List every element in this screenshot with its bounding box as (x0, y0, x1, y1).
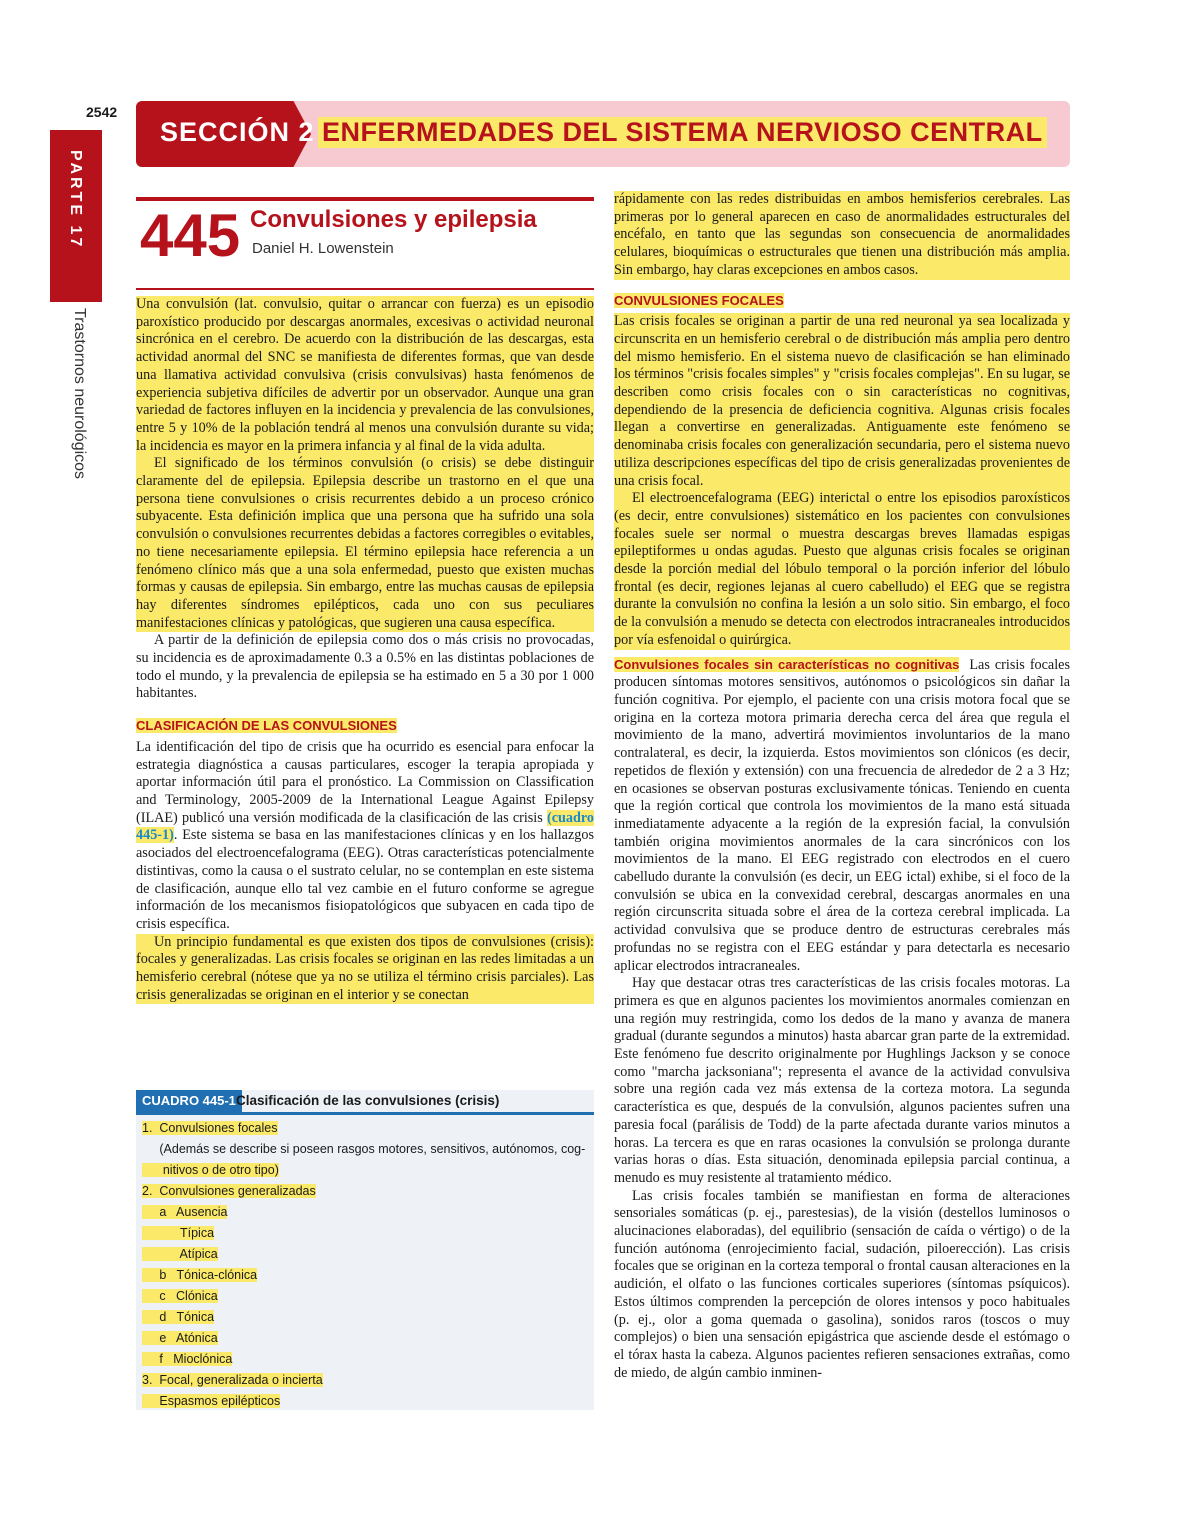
part-title: Trastornos neurológicos (71, 308, 88, 480)
list-item: 3. Focal, generalizada o incierta (142, 1373, 323, 1387)
paragraph: Hay que destacar otras tres características de las crisis focales motoras. La primera es que en algunos pacientes los movimientos anormales comienzan en una región muy restringida, como los dedos de la mano y avanza de manera gradual (durante segundos a minutos) hasta abarcar gran parte de la extremidad. Este fenómeno fue descrito originalmente por Hughlings Jackson y se conoce como "marcha jacksoniana"; representa el avance de la actividad convulsiva sobre una región cada vez más extensa de la corteza motora. La segunda característica es que, después de la convulsión, algunos pacientes sufren una paresia focal (parálisis de Todd) de la parte afectada durante varios minutos a horas. La tercera es que en raras ocasiones la convulsión se prolonga durante varias horas o días. Esta situación, denominada epilepsia parcial continua, a menudo es muy resistente al tratamiento médico. (614, 975, 1070, 1186)
chapter-author: Daniel H. Lowenstein (252, 240, 394, 257)
paragraph: rápidamente con las redes distribuidas en ambos hemisferios cerebrales. Las primeras por lo general aparecen en caso de anormalidades estructurales del encéfalo, en tanto que las segundas son consecuencia de anormalidades celulares, bioquímicas o estructurales que tienen una distribución más amplia. Sin embargo, hay claras excepciones en ambos casos. (614, 191, 1070, 278)
list-item: f Mioclónica (142, 1352, 233, 1366)
section-heading: CONVULSIONES FOCALES (614, 292, 784, 308)
part-tab-label: PARTE 17 (67, 150, 84, 250)
list-item: b Tónica-clónica (142, 1268, 258, 1282)
list-item: d Tónica (142, 1310, 215, 1324)
paragraph: Un principio fundamental es que existen dos tipos de convulsiones (crisis): focales y generalizadas. Las crisis focales se originan en las redes limitadas a un hemisferio cerebral (nótese que ya no se utiliza el término crisis parciales). Las crisis generalizadas se originan en el interior y se conectan (136, 933, 594, 1003)
list-item: 1. Convulsiones focales (142, 1121, 278, 1135)
list-item: Típica (142, 1226, 215, 1240)
table-box-label: CUADRO 445-1 (136, 1090, 242, 1112)
list-item: (Además se describe si poseen rasgos motores, sensitivos, autónomos, cog- (142, 1142, 586, 1156)
list-item: e Atónica (142, 1331, 218, 1345)
list-item: a Ausencia (142, 1205, 228, 1219)
subsection-heading: Convulsiones focales sin características no cognitivas (614, 656, 960, 672)
table-box-title: Clasificación de las convulsiones (crisis) (236, 1093, 500, 1108)
paragraph (614, 656, 1070, 976)
paragraph: A partir de la definición de epilepsia como dos o más crisis no provocadas, su incidencia es de aproximadamente 0.3 a 0.5% en las distintas poblaciones de todo el mundo, y la prevalencia de epilepsia se ha estimado en 5 a 30 por 1 000 habitantes. (136, 632, 594, 702)
list-item: 2. Convulsiones generalizadas (142, 1184, 316, 1198)
classification-list (142, 1118, 588, 1412)
table-reference-link[interactable]: (cuadro 445-1) (136, 809, 594, 844)
list-item: c Clónica (142, 1289, 218, 1303)
section-label: SECCIÓN 2 (160, 117, 315, 147)
list-item: Espasmos epilépticos (142, 1394, 281, 1408)
paragraph-text: La identificación del tipo de crisis que ha ocurrido es esencial para enfocar la estrategia diagnóstica a causas particulares, escoger la terapia apropiada y aportar información útil para el pronóstico. La Commission on Classification and Terminology, 2005-2009 de la International League Against Epilepsy (ILAE) publicó una versión modificada de la clasificación de las crisis (136, 738, 594, 826)
paragraph: El electroencefalograma (EEG) interictal o entre los episodios paroxísticos (es decir, entre convulsiones) sistemático en los pacientes con convulsiones focales suele ser normal o muestra descargas breves llamadas espigas epileptiformes u ondas agudas. Puesto que algunas crisis focales se originan desde la porción medial del lóbulo temporal o la porción inferior del lóbulo frontal (es decir, regiones lejanas al cuero cabelludo) el EEG que se registra durante la convulsión no confina la lesión a un solo sitio. Sin embargo, el foco de la convulsión a menudo se detecta con electrodos intracraneales introducidos por vía esfenoidal o quirúrgica. (614, 490, 1070, 648)
list-item: nitivos o de otro tipo) (142, 1163, 279, 1177)
chapter-number: 445 (140, 202, 241, 269)
paragraph: Las crisis focales se originan a partir de una red neuronal ya sea localizada y circunscrita en un hemisferio cerebral o de distribución más amplia pero dentro del mismo hemisferio. En el sistema nuevo de clasificación se han eliminado los términos "crisis focales simples" y "crisis focales complejas". En su lugar, se describen como crisis focales con o sin características no cognitivas, dependiendo de la presencia de deficiencia cognitiva. Algunas crisis focales llegan a convertirse en generalizadas. Antiguamente este fenómeno se denominaba crisis focales con generalización secundaria, pero el sistema nuevo utiliza descripciones específicas del tipo de crisis generalizadas provenientes de una crisis focal. (614, 313, 1071, 489)
page-number: 2542 (86, 104, 118, 120)
left-column (136, 296, 594, 1004)
paragraph: Una convulsión (lat. convulsio, quitar o arrancar con fuerza) es un episodio paroxístico producido por descargas anormales, excesivas o actividad neuronal sincrónica en el cerebro. De acuerdo con la distribución de las descargas, esta actividad anormal del SNC se manifiesta de diferentes formas, que van desde una llamativa actividad convulsiva (crisis convulsivas) hasta fenómenos de experiencia subjetiva difíciles de advertir por un observador. Aunque una gran variedad de factores influyen en la incidencia y prevalencia de las convulsiones, entre 5 y 10% de la población tendrá al menos una convulsión durante su vida; la incidencia es mayor en la primera infancia y al final de la vida adulta. (136, 296, 594, 454)
paragraph: El significado de los términos convulsión (o crisis) se debe distinguir claramente del de epilepsia. Epilepsia describe un trastorno en el que una persona tiene convulsiones o crisis recurrentes debido a un proceso crónico subyacente. Esta definición implica que una persona que ha sufrido una sola convulsión o convulsiones recurrentes debidas a factores corregibles o evitables, no tiene necesariamente epilepsia. El término epilepsia hace referencia a un fenómeno clínico más que a una sola enfermedad, puesto que existen muchas formas y causas de epilepsia. Sin embargo, entre las muchas causas de epilepsia hay diferentes síndromes epilépticos, cada uno con sus peculiares manifestaciones clínicas y patológicas, que sugieren una causa específica. (136, 455, 594, 631)
paragraph-text: Las crisis focales producen síntomas motores sensitivos, autónomos o psicológicos sin dañar la función cognitiva. Por ejemplo, el paciente con una crisis motora focal que se origina en la corteza motora primaria derecha cerca del área que regula el movimiento de la mano, advertirá movimientos involuntarios de la mano contralateral, es decir, la izquierda. Estos movimientos son clónicos (es decir, repetidos de flexión y extensión) con una frecuencia de alrededor de 2 a 3 Hz; en ocasiones se observan posturas exclusivamente tónicas. Teniendo en cuenta que la región cortical que controla los movimientos de la mano está situada inmediatamente adyacente a la región de la expresión facial, la convulsión también origina movimientos anormales de la cara sincrónicos con los movimientos de la mano. El EEG registrado con electrodos en el cuero cabelludo durante la convulsión (es decir, un EEG ictal) exhibe, si el foco de la convulsión se ubica en la convexidad cerebral, descargas anormales en una región circunscrita situada sobre el área de la corteza cerebral implicada. La actividad convulsiva que se produce dentro de estructuras cerebrales más profundas no se registra con el EEG estándar y para detectarla es necesario aplicar electrodos intracraneales. (614, 656, 1070, 974)
chapter-rule-bottom (136, 288, 594, 290)
section-heading: CLASIFICACIÓN DE LAS CONVULSIONES (136, 718, 397, 734)
section-title: ENFERMEDADES DEL SISTEMA NERVIOSO CENTRAL (318, 117, 1047, 148)
right-column (614, 191, 1070, 1382)
chapter-title: Convulsiones y epilepsia (250, 206, 537, 233)
paragraph-text: . Este sistema se basa en las manifestaciones clínicas y en los hallazgos asociados del electroencefalograma (EEG). Otras características potencialmente distintivas, como la causa o el sustrato celular, no se contemplan en este sistema de clasificación, aunque ello tal vez cambie en el futuro conforme se agregue información de los mecanismos fisiopatológicos que subyacen en cada tipo de crisis específica. (136, 827, 594, 932)
paragraph: Las crisis focales también se manifiestan en forma de alteraciones sensoriales somáticas (p. ej., parestesias), de la visión (destellos luminosos o alucinaciones elaboradas), del equilibrio (sensación de caída o vértigo) o de la función autónoma (enrojecimiento facial, sudación, piloerección). Las crisis focales que se originan en la corteza temporal o frontal causan alteraciones en la audición, el olfato o las funciones corticales superiores (síntomas psíquicos). Estos últimos comprenden la percepción de olores intensos y poco habituales (p. ej., olor a goma quemada o gasolina), sonidos raros (toscos o muy complejos) o bien una sensación epigástrica que asciende desde el estómago o el tórax hasta la cabeza. Algunos pacientes refieren sensaciones extrañas, como de miedo, de algún cambio inminen- (614, 1187, 1070, 1381)
list-item: Atípica (142, 1247, 218, 1261)
paragraph (136, 739, 594, 934)
